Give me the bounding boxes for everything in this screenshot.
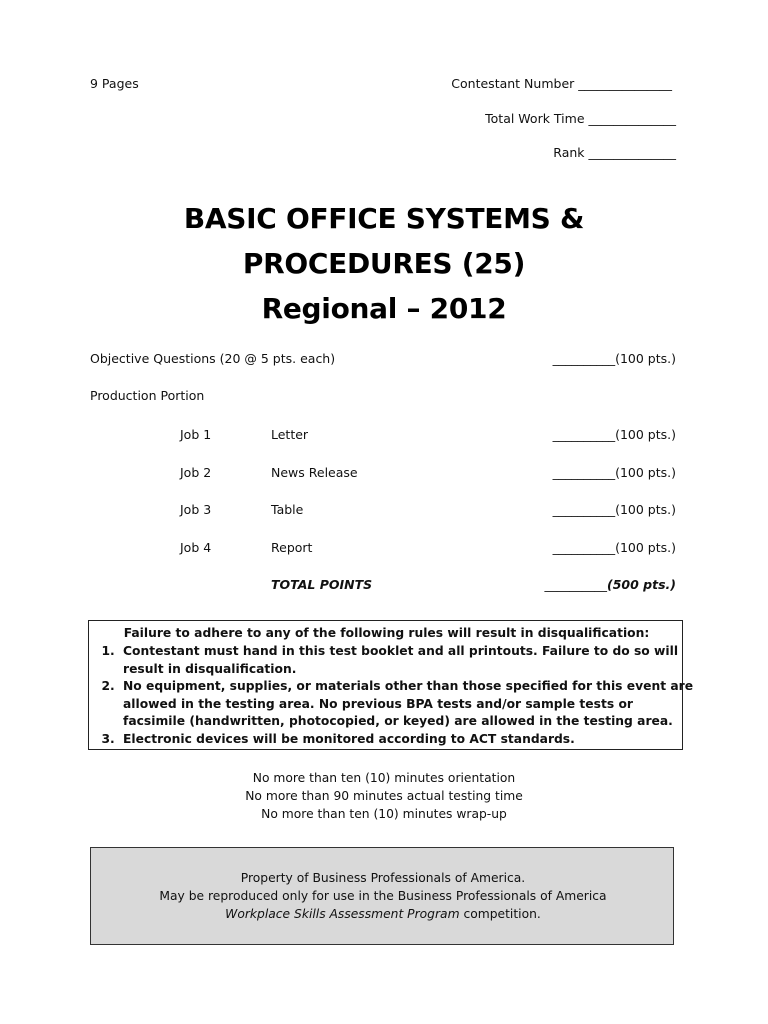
objective-questions-score: __________(100 pts.) (552, 351, 676, 366)
job-1-name: Letter (271, 427, 309, 442)
job-1-number: Job 1 (180, 427, 212, 442)
rules-heading: Failure to adhere to any of the following rules will result in disqualification: (123, 626, 650, 640)
job-2-number: Job 2 (180, 465, 212, 480)
property-line-2: May be reproduced only for use in the Business Professionals of America (159, 889, 607, 903)
job-3-name: Table (271, 502, 304, 517)
rules-list (97, 643, 697, 748)
contestant-number-field: Contestant Number _______________ (451, 76, 672, 91)
rule-item: 1. Contestant must hand in this test booklet and all printouts. Failure to do so will result in disqualification. (119, 643, 697, 678)
total-points-score (545, 577, 676, 592)
job-4-number: Job 4 (180, 540, 212, 555)
title-line-2: PROCEDURES (25) (242, 247, 526, 280)
total-points-label: TOTAL POINTS (271, 577, 373, 592)
total-points-blank: __________ (544, 577, 608, 592)
page-count: 9 Pages (90, 76, 139, 91)
timing-testing: No more than 90 minutes actual testing time (245, 789, 523, 803)
job-4-name: Report (271, 540, 313, 555)
property-line-1: Property of Business Professionals of America. (240, 871, 526, 885)
rule-item: 3. Electronic devices will be monitored according to ACT standards. (119, 731, 697, 749)
job-3-score: __________(100 pts.) (552, 502, 676, 517)
program-name: Workplace Skills Assessment Program (225, 907, 460, 921)
total-points-value: (500 pts.) (607, 577, 676, 592)
property-line-3 (91, 907, 675, 921)
title-line-3: Regional – 2012 (261, 292, 507, 325)
rule-item: 2. No equipment, supplies, or materials other than those specified for this event are allowed in the testing area. No previous BPA tests and/or sample tests or facsimile (handwritten, photocopied, or keyed) are allowed in the testing area. (119, 678, 697, 731)
job-3-number: Job 3 (180, 502, 212, 517)
production-portion-label: Production Portion (90, 388, 205, 403)
rules-box (88, 620, 694, 750)
job-2-name: News Release (271, 465, 358, 480)
timing-orientation: No more than ten (10) minutes orientation (252, 771, 516, 785)
objective-questions-label: Objective Questions (20 @ 5 pts. each) (90, 351, 336, 366)
total-work-time-field: Total Work Time ______________ (485, 111, 676, 126)
property-notice-box (90, 847, 674, 945)
job-2-score: __________(100 pts.) (552, 465, 676, 480)
title-line-1: BASIC OFFICE SYSTEMS & (183, 202, 585, 235)
job-1-score: __________(100 pts.) (552, 427, 676, 442)
rank-field: Rank ______________ (553, 145, 676, 160)
job-4-score: __________(100 pts.) (552, 540, 676, 555)
timing-wrap-up: No more than ten (10) minutes wrap-up (261, 807, 507, 821)
property-line-3-rest: competition. (459, 907, 541, 921)
